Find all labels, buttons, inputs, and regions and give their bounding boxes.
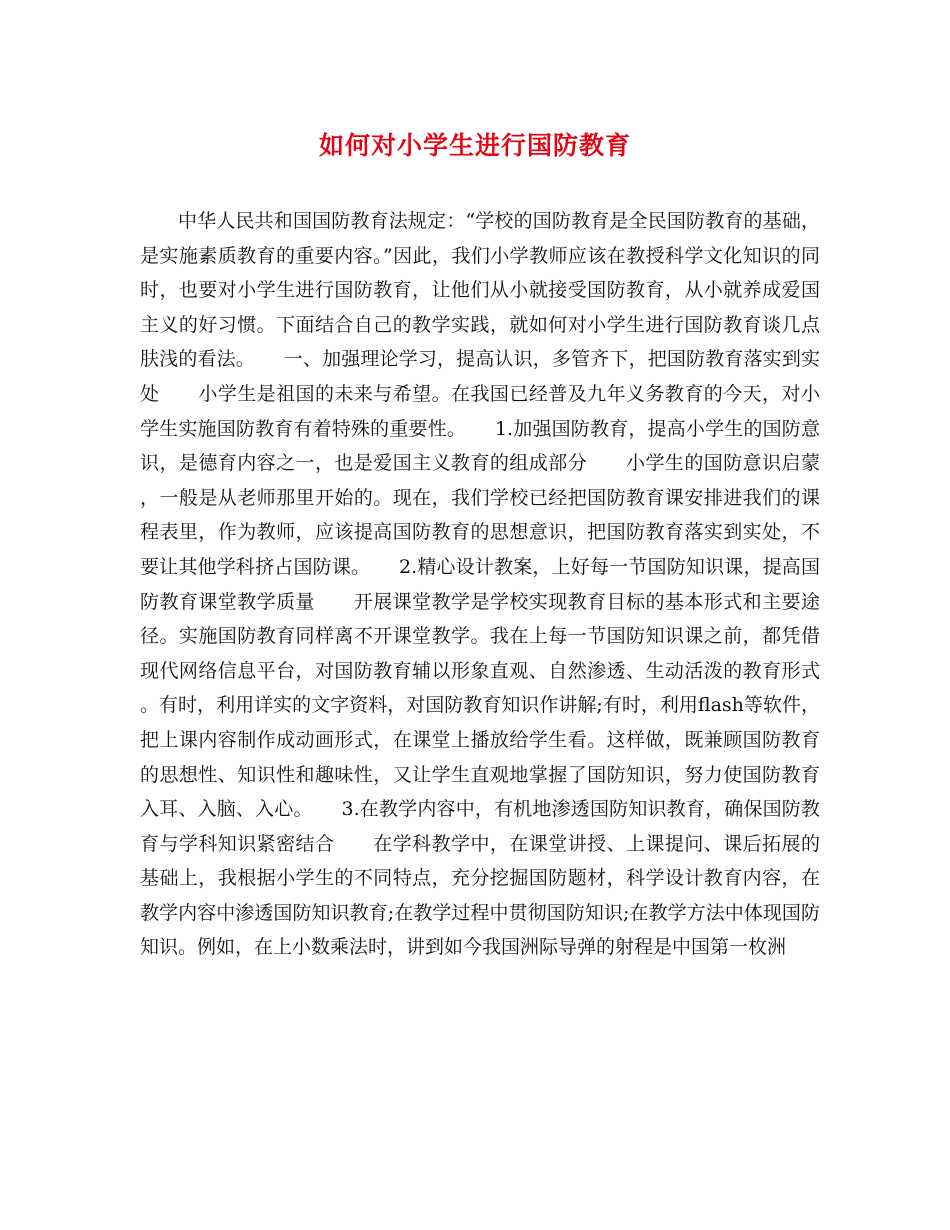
page-title: 如何对小学生进行国防教育 xyxy=(318,131,631,160)
body-paragraph: 中华人民共和国国防教育法规定：“学校的国防教育是全民国防教育的基础，是实施素质教育的重要内容。”因此，我们小学教师应该在教授科学文化知识的同时，也要对小学生进行国防教育，让他们从小就接受国防教育，从小就养成爱国主义的好习惯。下面结合自己的教学实践，就如何对小学生进行国防教育谈几点肤浅的看法。 一、加强理论学习，提高认识，多管齐下，把国防教育落实到实处 小学生是祖国的未来与希望。在我国已经普及九年义务教育的今天，对小学生实施国防教育有着特殊的重要性。 1.加强国防教育，提高小学生的国防意识，是德育内容之一，也是爱国主义教育的组成部分 小学生的国防意识启蒙，一般是从老师那里开始的。现在，我们学校已经把国防教育课安排进我们的课程表里，作为教师，应该提高国防教育的思想意识，把国防教育落实到实处，不要让其他学科挤占国防课。 2.精心设计教案，上好每一节国防知识课，提高国防教育课堂教学质量 开展课堂教学是学校实现教育目标的基本形式和主要途径。实施国防教育同样离不开课堂教学。我在上每一节国防知识课之前，都凭借现代网络信息平台，对国防教育辅以形象直观、自然渗透、生动活泼的教育形式。有时，利用详实的文字资料，对国防教育知识作讲解;有时，利用flash等软件，把上课内容制作成动画形式，在课堂上播放给学生看。这样做，既兼顾国防教育的思想性、知识性和趣味性，又让学生直观地掌握了国防知识，努力使国防教育入耳、入脑、入心。 3.在教学内容中，有机地渗透国防知识教育，确保国防教育与学科知识紧密结合 在学科教学中，在课堂讲授、上课提问、课后拓展的基础上，我根据小学生的不同特点，充分挖掘国防题材，科学设计教育内容，在教学内容中渗透国防知识教育;在教学过程中贯彻国防知识;在教学方法中体现国防知识。例如，在上小数乘法时，讲到如今我国洲际导弹的射程是中国第一枚洲 xyxy=(140,210,820,959)
